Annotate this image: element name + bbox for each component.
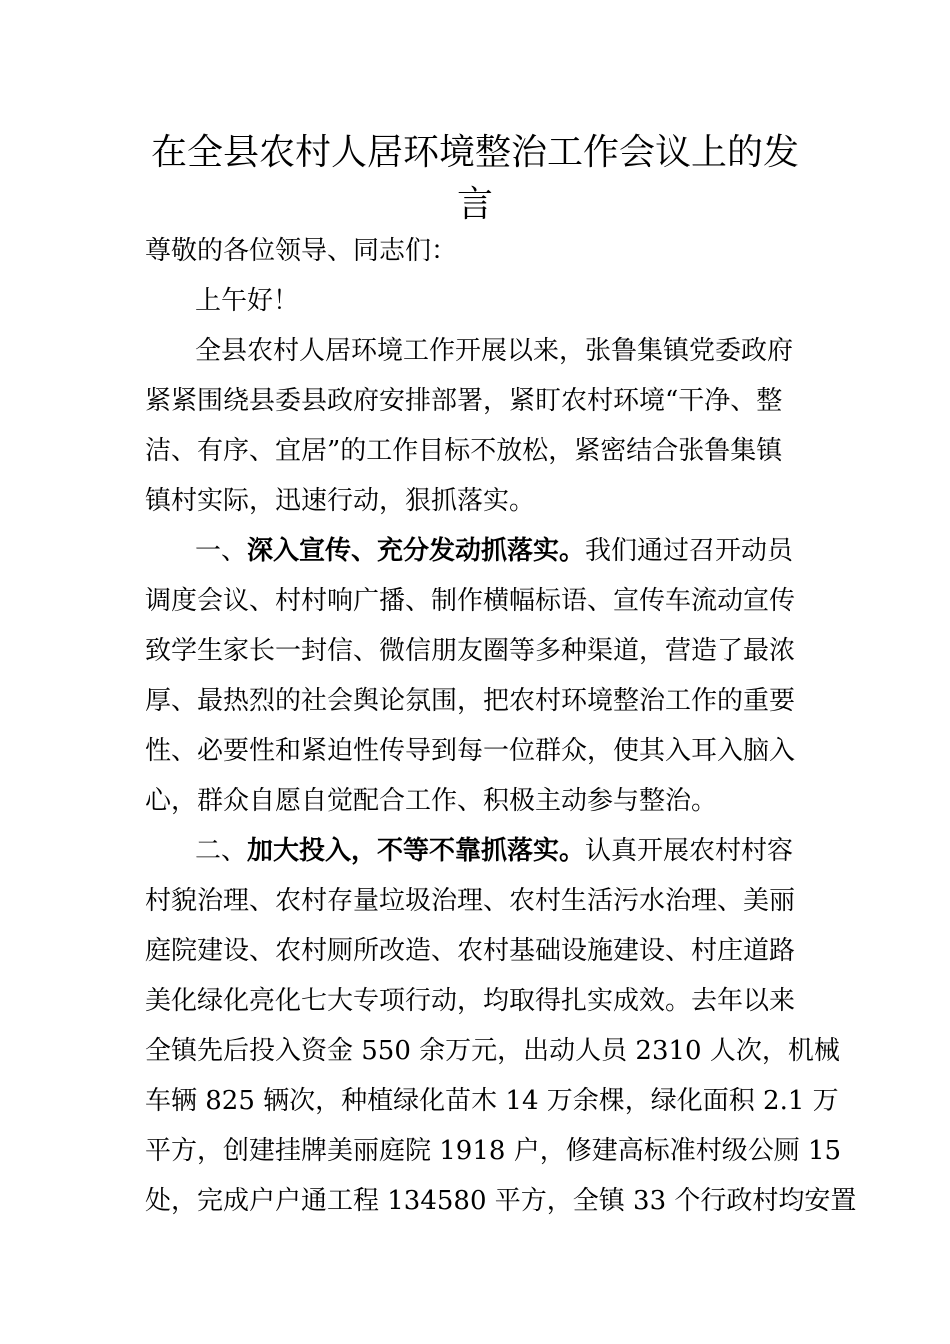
section-2-line: 车辆 825 辆次，种植绿化苗木 14 万余棵，绿化面积 2.1 万 (145, 1086, 839, 1116)
intro-line: 镇村实际，迅速行动，狠抓落实。 (145, 486, 536, 516)
section-1-line: 致学生家长一封信、微信朋友圈等多种渠道，营造了最浓 (145, 636, 796, 666)
intro-line: 全县农村人居环境工作开展以来，张鲁集镇党委政府 (195, 336, 794, 366)
section-2-first-line (195, 833, 845, 869)
section-1-text: 我们通过召开动员 (585, 536, 794, 566)
section-1-line: 心，群众自愿自觉配合工作、积极主动参与整治。 (145, 786, 718, 816)
section-2-line: 平方，创建挂牌美丽庭院 1918 户，修建高标准村级公厕 15 (145, 1136, 842, 1166)
section-1-line: 性、必要性和紧迫性传导到每一位群众，使其入耳入脑入 (145, 736, 796, 766)
document-title-line-2: 言 (456, 184, 493, 225)
section-2-line: 处，完成户户通工程 134580 平方，全镇 33 个行政村均安置 (145, 1186, 857, 1216)
section-1-line: 厚、最热烈的社会舆论氛围，把农村环境整治工作的重要 (145, 686, 796, 716)
section-2-line: 美化绿化亮化七大专项行动，均取得扎实成效。去年以来 (145, 986, 796, 1016)
section-1-number: 一、 (195, 536, 248, 566)
intro-line: 洁、有序、宜居”的工作目标不放松，紧密结合张鲁集镇 (145, 436, 783, 466)
section-1-first-line (195, 533, 845, 569)
section-2-line: 村貌治理、农村存量垃圾治理、农村生活污水治理、美丽 (145, 886, 796, 916)
document-title-line-1: 在全县农村人居环境整治工作会议上的发 (150, 132, 799, 173)
section-2-text: 认真开展农村村容 (585, 836, 794, 866)
section-1-line: 调度会议、村村响广播、制作横幅标语、宣传车流动宣传 (145, 586, 796, 616)
section-2-line: 庭院建设、农村厕所改造、农村基础设施建设、村庄道路 (145, 936, 796, 966)
section-2-number: 二、 (195, 836, 248, 866)
intro-line: 紧紧围绕县委县政府安排部署，紧盯农村环境“干净、整 (145, 386, 783, 416)
greeting: 上午好！ (195, 286, 300, 316)
section-2-line: 全镇先后投入资金 550 余万元，出动人员 2310 人次，机械 (145, 1036, 840, 1066)
salutation: 尊敬的各位领导、同志们： (145, 236, 458, 266)
section-1-heading: 深入宣传、充分发动抓落实。 (247, 536, 586, 566)
section-2-heading: 加大投入，不等不靠抓落实。 (247, 836, 586, 866)
